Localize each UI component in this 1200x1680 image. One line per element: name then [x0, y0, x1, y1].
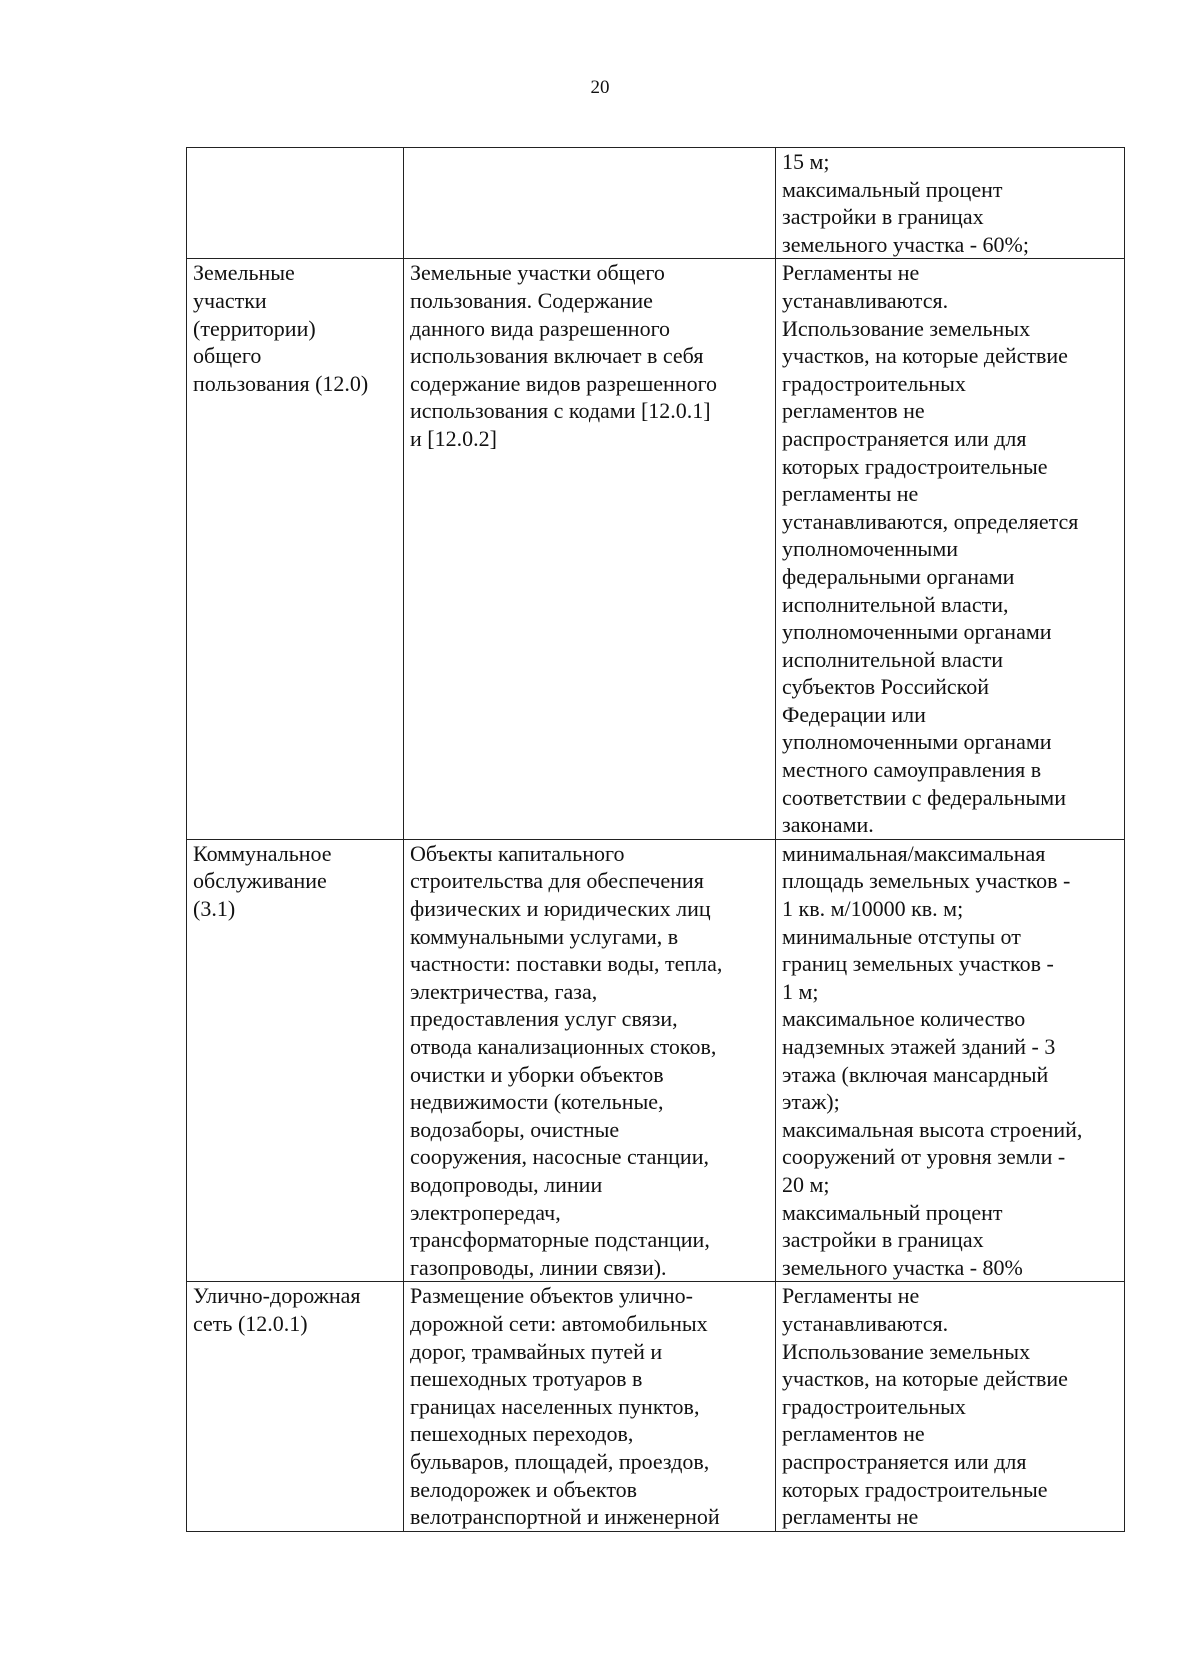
cell-text-line: обслуживание — [193, 868, 327, 894]
cell-text-line: минимальные отступы от — [782, 923, 1021, 949]
cell-text-line: Земельные участки общего — [410, 260, 665, 286]
land-use-description-cell — [404, 839, 776, 1282]
land-use-description-cell — [404, 148, 776, 259]
cell-text-line: земельного участка - 60%; — [782, 231, 1029, 257]
table-row — [187, 148, 1125, 259]
cell-text-line: Коммунальное — [193, 840, 332, 866]
cell-text-line: использования включает в себя — [410, 343, 704, 369]
cell-text-line: границах населенных пунктов, — [410, 1393, 700, 1419]
cell-text-line: Федерации или — [782, 701, 926, 727]
cell-text-line: законами. — [782, 812, 874, 838]
cell-text-line: (территории) — [193, 315, 316, 341]
cell-text-line: велодорожек и объектов — [410, 1476, 638, 1502]
cell-text-line: Использование земельных — [782, 1338, 1031, 1364]
cell-text-line: электропередач, — [410, 1199, 561, 1225]
cell-text-line: 15 м; — [782, 149, 830, 174]
cell-text-line: градостроительных — [782, 1393, 966, 1419]
regulations-table — [186, 147, 1125, 1532]
cell-text-line: максимальный процент — [782, 1199, 1003, 1225]
cell-text-line: Регламенты не — [782, 1283, 920, 1309]
cell-text-line: строительства для обеспечения — [410, 868, 704, 894]
cell-text-line: максимальная высота строений, — [782, 1116, 1083, 1142]
cell-text-line: Регламенты не — [782, 260, 920, 286]
cell-text-line: общего — [193, 343, 262, 369]
cell-text-line: газопроводы, линии связи). — [410, 1254, 667, 1280]
cell-text-line: 1 м; — [782, 978, 819, 1004]
cell-text-line: которых градостроительные — [782, 453, 1048, 479]
cell-text-line: данного вида разрешенного — [410, 315, 671, 341]
page-number: 20 — [590, 77, 610, 98]
cell-text-line: использования с кодами [12.0.1] — [410, 398, 711, 424]
cell-text-line: велотранспортной и инженерной — [410, 1504, 720, 1530]
cell-text-line: водопроводы, линии — [410, 1171, 603, 1197]
cell-text-line: минимальная/максимальная — [782, 840, 1046, 866]
cell-text-line: регламенты не — [782, 1504, 919, 1530]
cell-text-line: исполнительной власти — [782, 646, 1003, 672]
land-use-type-cell — [187, 1282, 404, 1531]
cell-text-line: частности: поставки воды, тепла, — [410, 951, 723, 977]
cell-text-line: соответствии с федеральными — [782, 784, 1066, 810]
cell-text-line: устанавливаются. — [782, 287, 949, 313]
cell-text-line: трансформаторные подстанции, — [410, 1227, 710, 1253]
cell-text-line: отвода канализационных стоков, — [410, 1034, 717, 1059]
cell-text-line: уполномоченными органами — [782, 619, 1052, 645]
cell-text-line: уполномоченными — [782, 536, 959, 562]
land-use-type-cell — [187, 259, 404, 839]
cell-text-line: (3.1) — [193, 896, 236, 922]
cell-text-line: участков, на которые действие — [782, 1366, 1068, 1392]
cell-text-line: этаж); — [782, 1089, 840, 1115]
cell-text-line: пользования (12.0) — [193, 370, 369, 396]
cell-text-line: Использование земельных — [782, 315, 1031, 341]
cell-text-line: распространяется или для — [782, 1448, 1027, 1474]
cell-text-line: застройки в границах — [782, 204, 984, 230]
cell-text-line: пешеходных переходов, — [410, 1421, 634, 1447]
cell-text-line: этажа (включая мансардный — [782, 1061, 1049, 1087]
regulation-parameters-cell — [776, 148, 1125, 259]
cell-text-line: дорог, трамвайных путей и — [410, 1338, 663, 1364]
regulation-parameters-cell — [776, 1282, 1125, 1531]
cell-text-line: федеральными органами — [782, 563, 1015, 589]
cell-text-line: бульваров, площадей, проездов, — [410, 1448, 710, 1474]
cell-text-line: уполномоченными органами — [782, 729, 1052, 755]
cell-text-line: водозаборы, очистные — [410, 1116, 620, 1142]
cell-text-line: пользования. Содержание — [410, 287, 653, 313]
cell-text-line: Объекты капитального — [410, 840, 625, 866]
cell-text-line: регламентов не — [782, 398, 925, 424]
cell-text-line: Размещение объектов улично- — [410, 1283, 693, 1309]
cell-text-line: земельного участка - 80% — [782, 1254, 1023, 1280]
cell-text-line: Земельные — [193, 260, 295, 286]
land-use-description-cell — [404, 259, 776, 839]
cell-text-line: содержание видов разрешенного — [410, 370, 718, 396]
cell-text-line: электричества, газа, — [410, 978, 598, 1004]
regulation-parameters-cell — [776, 259, 1125, 839]
cell-text-line: коммунальными услугами, в — [410, 923, 679, 949]
cell-text-line: дорожной сети: автомобильных — [410, 1310, 708, 1336]
cell-text-line: физических и юридических лиц — [410, 896, 711, 922]
cell-text-line: максимальный процент — [782, 176, 1003, 202]
cell-text-line: застройки в границах — [782, 1227, 984, 1253]
cell-text-line: площадь земельных участков - — [782, 868, 1071, 894]
cell-text-line: максимальное количество — [782, 1006, 1026, 1032]
land-use-type-cell — [187, 148, 404, 259]
land-use-description-cell — [404, 1282, 776, 1531]
cell-text-line: распространяется или для — [782, 425, 1027, 451]
cell-text-line: недвижимости (котельные, — [410, 1089, 664, 1115]
cell-text-line: местного самоуправления в — [782, 757, 1042, 783]
cell-text-line: сооружений от уровня земли - — [782, 1144, 1066, 1170]
cell-text-line: градостроительных — [782, 370, 966, 396]
cell-text-line: устанавливаются, определяется — [782, 508, 1079, 534]
cell-text-line: 1 кв. м/10000 кв. м; — [782, 896, 964, 922]
cell-text-line: сеть (12.0.1) — [193, 1310, 308, 1336]
cell-text-line: границ земельных участков - — [782, 951, 1054, 977]
cell-text-line: надземных этажей зданий - 3 — [782, 1034, 1056, 1059]
cell-text-line: и [12.0.2] — [410, 425, 497, 451]
table-row — [187, 1282, 1125, 1531]
cell-text-line: исполнительной власти, — [782, 591, 1009, 617]
cell-text-line: участки — [193, 287, 267, 313]
cell-text-line: Улично-дорожная — [193, 1283, 361, 1309]
cell-text-line: очистки и уборки объектов — [410, 1061, 664, 1087]
land-use-type-cell — [187, 839, 404, 1282]
cell-text-line: 20 м; — [782, 1171, 830, 1197]
cell-text-line: регламенты не — [782, 481, 919, 507]
cell-text-line: пешеходных тротуаров в — [410, 1366, 643, 1392]
cell-text-line: регламентов не — [782, 1421, 925, 1447]
regulation-parameters-cell — [776, 839, 1125, 1282]
cell-text-line: участков, на которые действие — [782, 343, 1068, 369]
cell-text-line: предоставления услуг связи, — [410, 1006, 678, 1032]
cell-text-line: устанавливаются. — [782, 1310, 949, 1336]
cell-text-line: которых градостроительные — [782, 1476, 1048, 1502]
cell-text-line: сооружения, насосные станции, — [410, 1144, 709, 1170]
table-row — [187, 839, 1125, 1282]
cell-text-line: субъектов Российской — [782, 674, 990, 700]
table-row — [187, 259, 1125, 839]
